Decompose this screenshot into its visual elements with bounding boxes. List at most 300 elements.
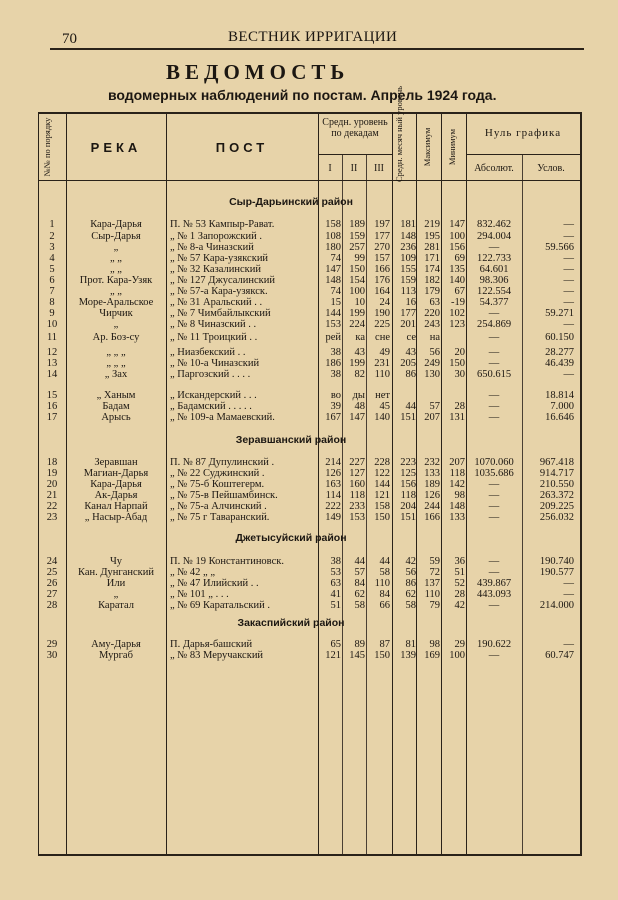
decade-1-level: 186: [325, 358, 341, 369]
post-name: „ Искандерский . . .: [170, 390, 257, 401]
river-name: Сыр-Дарья: [91, 231, 141, 242]
post-name: „ № 7 Чимбайлыкский: [170, 308, 271, 319]
minimum-level: 98: [454, 490, 465, 501]
minimum-level: 148: [449, 501, 465, 512]
decade-3-level: 121: [374, 490, 390, 501]
decade-2-level: 84: [354, 578, 365, 589]
decade-3-level: 140: [374, 412, 390, 423]
post-name: „ № 32 Казалинский: [170, 264, 261, 275]
maximum-level: 59: [429, 556, 440, 567]
river-name: Ар. Боз-су: [92, 332, 140, 343]
post-name: П. № 87 Дупулинский .: [170, 457, 275, 468]
monthly-average: 113: [400, 286, 416, 297]
monthly-average: 109: [400, 253, 416, 264]
zero-absolute: —: [488, 650, 500, 661]
decade-3-level: 164: [374, 286, 390, 297]
maximum-level: 79: [429, 600, 440, 611]
zero-conditional: —: [563, 231, 574, 242]
decade-1-level: 41: [330, 589, 341, 600]
zero-absolute: —: [488, 390, 500, 401]
decade-3-level: 87: [379, 639, 390, 650]
row-number: 7: [49, 286, 55, 297]
row-number: 26: [46, 578, 58, 589]
zero-absolute: 1035.686: [474, 468, 514, 479]
decade-3-level: 66: [379, 600, 390, 611]
table-row: [38, 369, 580, 381]
decade-3-level: 228: [374, 457, 390, 468]
maximum-level: 166: [424, 512, 440, 523]
decade-3-level: 122: [374, 468, 390, 479]
table-row: [38, 512, 580, 524]
decade-3-level: 157: [374, 253, 390, 264]
zero-absolute: —: [488, 401, 500, 412]
minimum-level: 123: [449, 319, 465, 330]
monthly-average: 151: [400, 412, 416, 423]
river-name: „ „: [110, 264, 122, 275]
decade-3-level: 150: [374, 512, 390, 523]
zero-absolute: —: [488, 567, 500, 578]
minimum-level: 133: [449, 512, 465, 523]
zero-conditional: 59.271: [545, 308, 574, 319]
monthly-average: 81: [405, 639, 416, 650]
zero-absolute: 254.869: [476, 319, 512, 330]
maximum-level: 126: [424, 490, 440, 501]
maximum-level: 219: [424, 219, 440, 230]
zero-conditional: —: [563, 219, 574, 230]
minimum-level: 156: [449, 242, 465, 253]
zero-absolute: —: [488, 501, 500, 512]
zero-absolute: —: [488, 490, 500, 501]
decade-3-level: 110: [374, 369, 390, 380]
maximum-level: 232: [424, 457, 440, 468]
col-header-avg-level: Средн. уровень по декадам: [322, 117, 388, 139]
row-number: 13: [46, 358, 58, 369]
river-name: Чирчик: [99, 308, 133, 319]
zero-conditional: 16.646: [545, 412, 574, 423]
river-name: Арысь: [101, 412, 131, 423]
zero-absolute: 64.601: [479, 264, 509, 275]
maximum-level: 249: [424, 358, 440, 369]
col-header-river: РЕКА: [90, 140, 142, 155]
decade-3-level: 270: [374, 242, 390, 253]
zero-absolute: —: [488, 332, 500, 343]
zero-absolute: —: [488, 358, 500, 369]
decade-1-level: 214: [325, 457, 341, 468]
river-name: „ „: [110, 253, 122, 264]
monthly-average: 159: [400, 275, 416, 286]
row-number: 16: [46, 401, 58, 412]
zero-conditional: 190.740: [539, 556, 574, 567]
minimum-level: 150: [449, 358, 465, 369]
decade-3-level: нет: [375, 390, 390, 401]
minimum-level: 36: [454, 556, 465, 567]
maximum-level: 57: [429, 401, 440, 412]
minimum-level: 131: [449, 412, 465, 423]
decade-3-level: 84: [379, 589, 390, 600]
maximum-level: 72: [429, 567, 440, 578]
monthly-average: 201: [400, 319, 416, 330]
decade-3-level: 110: [374, 578, 390, 589]
maximum-level: 220: [424, 308, 440, 319]
post-name: „ № 22 Суджинский .: [170, 468, 265, 479]
post-name: „ № 31 Аральский . .: [170, 297, 263, 308]
post-name: „ № 75-в Пейшамбинск.: [170, 490, 278, 501]
river-name: Каратал: [98, 600, 134, 611]
zero-absolute: —: [488, 556, 500, 567]
monthly-average: 43: [405, 347, 416, 358]
decade-1-level: 38: [330, 556, 341, 567]
post-name: „ № 75-а Алчинский .: [170, 501, 267, 512]
river-name: Мургаб: [99, 650, 133, 661]
decade-1-level: 126: [325, 468, 341, 479]
row-number: 6: [49, 275, 55, 286]
grid-line: [318, 154, 392, 155]
river-name: „ Зах: [104, 369, 128, 380]
decade-1-level: во: [330, 390, 341, 401]
decade-3-level: сне: [375, 332, 390, 343]
decade-1-level: 153: [325, 319, 341, 330]
post-name: „ Ниазбекский . .: [170, 347, 246, 358]
river-name: Зеравшан: [94, 457, 138, 468]
decade-3-level: 190: [374, 308, 390, 319]
post-name: „ № 10-а Чиназский: [170, 358, 260, 369]
river-name: Кан. Дунганский: [77, 567, 154, 578]
zero-conditional: 214.000: [539, 600, 574, 611]
maximum-level: 169: [424, 650, 440, 661]
minimum-level: 140: [449, 275, 465, 286]
row-number: 2: [49, 231, 55, 242]
decade-2-level: 127: [349, 468, 365, 479]
river-name: „ Насыр-Абад: [84, 512, 148, 523]
col-header-cond: Услов.: [537, 163, 565, 174]
river-name: „ „ „: [106, 358, 126, 369]
decade-2-level: 154: [349, 275, 365, 286]
decade-1-level: 167: [325, 412, 341, 423]
post-name: „ Паргозский . . . .: [170, 369, 251, 380]
minimum-level: 51: [454, 567, 465, 578]
decade-2-level: 233: [349, 501, 365, 512]
zero-conditional: —: [563, 369, 574, 380]
decade-1-level: 121: [325, 650, 341, 661]
row-number: 10: [46, 319, 58, 330]
maximum-level: 243: [424, 319, 440, 330]
row-number: 11: [46, 332, 58, 343]
post-name: „ № 101 „ . . .: [170, 589, 229, 600]
row-number: 27: [46, 589, 58, 600]
zero-conditional: 209.225: [539, 501, 574, 512]
post-name: „ № 1 Запорожский .: [170, 231, 263, 242]
zero-conditional: —: [563, 639, 574, 650]
zero-conditional: 263.372: [539, 490, 574, 501]
zero-conditional: 7.000: [550, 401, 574, 412]
decade-2-level: 147: [349, 412, 365, 423]
decade-2-level: 48: [354, 401, 365, 412]
decade-3-level: 197: [374, 219, 390, 230]
post-name: „ № 57-а Кара-узякск.: [170, 286, 268, 297]
decade-2-level: 199: [349, 308, 365, 319]
decade-2-level: 62: [354, 589, 365, 600]
river-name: Кара-Дарья: [90, 219, 142, 230]
maximum-level: 207: [424, 412, 440, 423]
decade-1-level: 180: [325, 242, 341, 253]
decade-2-level: 159: [349, 231, 365, 242]
row-number: 3: [49, 242, 55, 253]
decade-1-level: 51: [330, 600, 341, 611]
minimum-level: 28: [454, 401, 465, 412]
monthly-average: 236: [400, 242, 416, 253]
monthly-average: 86: [405, 578, 416, 589]
zero-conditional: —: [563, 286, 574, 297]
decade-2-level: 89: [354, 639, 365, 650]
decade-3-level: 24: [379, 297, 390, 308]
minimum-level: 207: [449, 457, 465, 468]
minimum-level: -19: [451, 297, 465, 308]
minimum-level: 28: [454, 589, 465, 600]
zero-absolute: 54.377: [479, 297, 509, 308]
maximum-level: 189: [424, 479, 440, 490]
decade-1-level: 53: [330, 567, 341, 578]
col-header-abs: Абсолют.: [474, 163, 514, 174]
zero-conditional: —: [563, 253, 574, 264]
decade-3-level: 45: [379, 401, 390, 412]
monthly-average: 42: [405, 556, 416, 567]
river-name: Бадам: [102, 401, 130, 412]
row-number: 23: [46, 512, 58, 523]
river-name: Канал Нарпай: [84, 501, 148, 512]
minimum-level: 52: [454, 578, 465, 589]
row-number: 19: [46, 468, 58, 479]
minimum-level: 29: [454, 639, 465, 650]
decade-1-level: 114: [325, 490, 341, 501]
monthly-average: 148: [400, 231, 416, 242]
zero-conditional: 18.814: [545, 390, 574, 401]
decade-3-level: 158: [374, 501, 390, 512]
zero-absolute: 650.615: [476, 369, 512, 380]
river-name: „: [113, 589, 119, 600]
post-name: „ № 83 Меручакский: [170, 650, 264, 661]
monthly-average: 151: [400, 512, 416, 523]
monthly-average: 155: [400, 264, 416, 275]
minimum-level: 42: [454, 600, 465, 611]
minimum-level: 100: [449, 231, 465, 242]
row-number: 22: [46, 501, 58, 512]
zero-conditional: 60.747: [545, 650, 574, 661]
row-number: 28: [46, 600, 58, 611]
maximum-level: 98: [429, 639, 440, 650]
river-name: Море-Аральское: [78, 297, 154, 308]
decade-1-level: 38: [330, 347, 341, 358]
row-number: 4: [49, 253, 55, 264]
monthly-average: 204: [400, 501, 416, 512]
minimum-level: 30: [454, 369, 465, 380]
maximum-level: 244: [424, 501, 440, 512]
minimum-level: 69: [454, 253, 465, 264]
maximum-level: 63: [429, 297, 440, 308]
row-number: 25: [46, 567, 58, 578]
row-number: 20: [46, 479, 58, 490]
minimum-level: 20: [454, 347, 465, 358]
zero-absolute: 122.733: [476, 253, 512, 264]
river-name: Прот. Кара-Узяк: [79, 275, 153, 286]
zero-conditional: 46.439: [545, 358, 574, 369]
decade-1-level: 74: [330, 253, 341, 264]
monthly-average: 16: [405, 297, 416, 308]
maximum-level: 56: [429, 347, 440, 358]
table-row: [38, 319, 580, 331]
monthly-average: 223: [400, 457, 416, 468]
monthly-average: 156: [400, 479, 416, 490]
row-number: 24: [46, 556, 58, 567]
zero-absolute: —: [488, 512, 500, 523]
river-name: „: [113, 319, 119, 330]
monthly-average: 86: [405, 369, 416, 380]
decade-3-level: 166: [374, 264, 390, 275]
river-name: Ак-Дарья: [94, 490, 138, 501]
decade-2-level: 58: [354, 600, 365, 611]
monthly-average: 139: [400, 650, 416, 661]
col-header-min: Минимум: [447, 128, 457, 166]
row-number: 9: [49, 308, 55, 319]
col-header-dec3: III: [374, 163, 384, 174]
river-name: Или: [106, 578, 126, 589]
maximum-level: 133: [424, 468, 440, 479]
post-name: П. № 53 Кампыр-Рават.: [170, 219, 275, 230]
header-rule: [50, 48, 584, 50]
minimum-level: 135: [449, 264, 465, 275]
row-number: 17: [46, 412, 58, 423]
decade-3-level: 58: [379, 567, 390, 578]
row-number: 15: [46, 390, 58, 401]
zero-absolute: —: [488, 347, 500, 358]
decade-2-level: 227: [349, 457, 365, 468]
journal-title: ВЕСТНИК ИРРИГАЦИИ: [228, 29, 398, 45]
decade-2-level: 57: [354, 567, 365, 578]
table-row: [38, 412, 580, 424]
decade-2-level: ка: [355, 332, 365, 343]
maximum-level: 179: [424, 286, 440, 297]
monthly-average: 205: [400, 358, 416, 369]
decade-2-level: 145: [349, 650, 365, 661]
col-header-zero: Нуль графика: [484, 127, 562, 139]
post-name: „ № 75 г Таваранский.: [170, 512, 270, 523]
row-number: 12: [46, 347, 58, 358]
maximum-level: 110: [424, 589, 440, 600]
zero-conditional: —: [563, 578, 574, 589]
decade-1-level: 108: [325, 231, 341, 242]
decade-2-level: ды: [352, 390, 365, 401]
zero-conditional: 256.032: [539, 512, 574, 523]
document-title: ВЕДОМОСТЬ: [166, 60, 350, 84]
zero-absolute: 439.867: [476, 578, 512, 589]
decade-2-level: 257: [349, 242, 365, 253]
decade-3-level: 44: [379, 556, 390, 567]
decade-2-level: 118: [349, 490, 365, 501]
post-name: „ № 8-а Чиназский: [170, 242, 254, 253]
col-header-num: №№ по порядку: [42, 117, 52, 177]
decade-1-level: 163: [325, 479, 341, 490]
decade-1-level: 63: [330, 578, 341, 589]
post-name: „ № 47 Илийский . .: [170, 578, 259, 589]
zero-conditional: —: [563, 297, 574, 308]
decade-1-level: 39: [330, 401, 341, 412]
row-number: 1: [49, 219, 55, 230]
decade-2-level: 99: [354, 253, 365, 264]
zero-absolute: —: [488, 479, 500, 490]
zero-absolute: 443.093: [476, 589, 512, 600]
minimum-level: 142: [449, 479, 465, 490]
table-row: [38, 600, 580, 612]
post-name: „ № 69 Каратальский .: [170, 600, 270, 611]
monthly-average: 118: [400, 490, 416, 501]
decade-2-level: 189: [349, 219, 365, 230]
monthly-average: се: [406, 332, 416, 343]
zero-absolute: 1070.060: [474, 457, 514, 468]
decade-2-level: 44: [354, 556, 365, 567]
decade-2-level: 150: [349, 264, 365, 275]
post-name: „ № 8 Чиназский . .: [170, 319, 257, 330]
grid-line: [466, 154, 580, 155]
post-name: „ № 57 Кара-узякский: [170, 253, 269, 264]
col-header-max: Максимум: [422, 127, 432, 167]
decade-3-level: 49: [379, 347, 390, 358]
zero-absolute: 294.004: [476, 231, 512, 242]
zero-conditional: 967.418: [539, 457, 574, 468]
zero-absolute: 122.554: [476, 286, 512, 297]
decade-2-level: 153: [349, 512, 365, 523]
zero-conditional: 59.566: [545, 242, 574, 253]
post-name: „ № 75-б Коштегерм.: [170, 479, 265, 490]
zero-conditional: 914.717: [539, 468, 574, 479]
maximum-level: 137: [424, 578, 440, 589]
maximum-level: 182: [424, 275, 440, 286]
col-header-dec2: II: [350, 163, 358, 174]
decade-1-level: 222: [325, 501, 341, 512]
zero-conditional: 60.150: [545, 332, 574, 343]
zero-conditional: 190.577: [539, 567, 574, 578]
maximum-level: 195: [424, 231, 440, 242]
page-number: 70: [62, 31, 77, 47]
zero-absolute: —: [488, 412, 500, 423]
river-name: Магиан-Дарья: [83, 468, 149, 479]
decade-1-level: рей: [325, 332, 341, 343]
decade-1-level: 149: [325, 512, 341, 523]
decade-1-level: 15: [330, 297, 341, 308]
decade-1-level: 74: [330, 286, 341, 297]
minimum-level: 102: [449, 308, 465, 319]
monthly-average: 56: [405, 567, 416, 578]
decade-1-level: 147: [325, 264, 341, 275]
zero-conditional: —: [563, 275, 574, 286]
maximum-level: на: [429, 332, 440, 343]
post-name: П. Дарья-башский: [170, 639, 253, 650]
post-name: „ № 11 Троицкий . .: [170, 332, 258, 343]
minimum-level: 147: [449, 219, 465, 230]
zero-absolute: —: [488, 600, 500, 611]
row-number: 29: [46, 639, 58, 650]
decade-2-level: 82: [354, 369, 365, 380]
maximum-level: 174: [424, 264, 440, 275]
region-label: Зеравшанский район: [235, 434, 347, 446]
minimum-level: 118: [449, 468, 465, 479]
document-subtitle: водомерных наблюдений по постам. Апрель 1924 года.: [108, 87, 497, 103]
decade-1-level: 148: [325, 275, 341, 286]
minimum-level: 67: [454, 286, 465, 297]
decade-1-level: 38: [330, 369, 341, 380]
decade-1-level: 65: [330, 639, 341, 650]
monthly-average: 181: [400, 219, 416, 230]
decade-2-level: 43: [354, 347, 365, 358]
post-name: „ № 109-а Мамаевский.: [170, 412, 275, 423]
